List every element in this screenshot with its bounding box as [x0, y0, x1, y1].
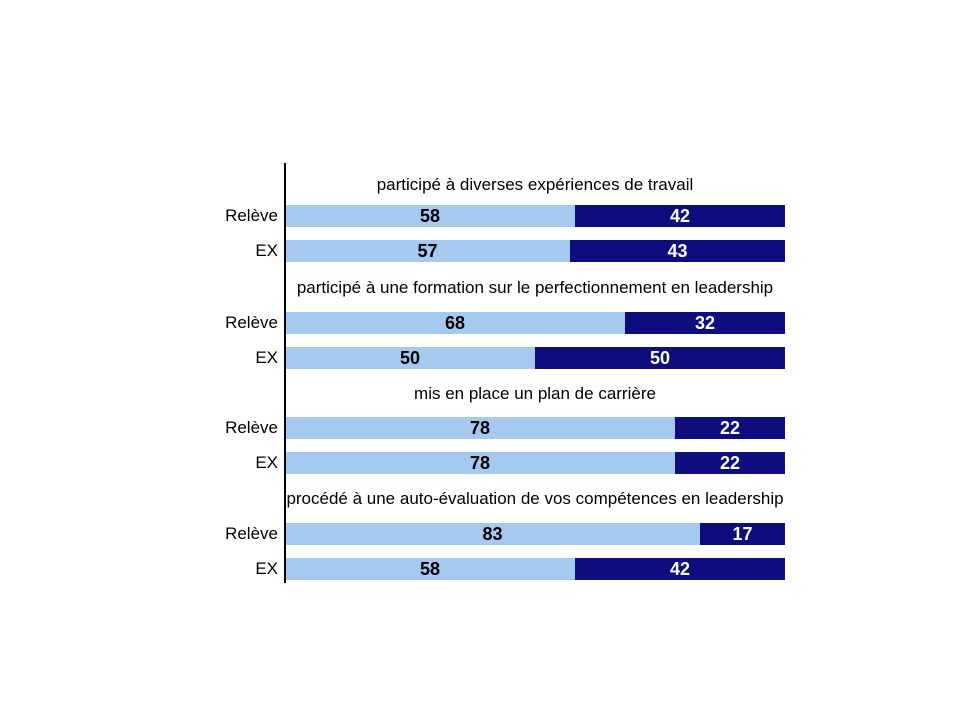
row-label: Relève	[225, 524, 278, 543]
bar-track	[285, 417, 785, 439]
bar-row	[200, 558, 790, 580]
bar-track	[285, 240, 785, 262]
row-label: Relève	[225, 206, 278, 225]
bar-segment-light: 58	[285, 205, 575, 227]
row-label: EX	[255, 348, 278, 367]
bar-segment-dark: 22	[675, 417, 785, 439]
bar-row	[200, 523, 790, 545]
bar-segment-light: 50	[285, 347, 535, 369]
bar-row	[200, 205, 790, 227]
bar-track	[285, 205, 785, 227]
bar-track	[285, 523, 785, 545]
bar-segment-dark: 17	[700, 523, 785, 545]
bar-segment-light: 58	[285, 558, 575, 580]
bar-segment-dark: 42	[575, 558, 785, 580]
y-axis-line	[284, 163, 286, 583]
bar-segment-dark: 50	[535, 347, 785, 369]
bar-segment-dark: 22	[675, 452, 785, 474]
bar-row	[200, 417, 790, 439]
bar-segment-dark: 43	[570, 240, 785, 262]
row-label: EX	[255, 559, 278, 578]
bar-row	[200, 347, 790, 369]
bar-row	[200, 240, 790, 262]
bar-segment-light: 83	[285, 523, 700, 545]
bar-segment-light: 78	[285, 452, 675, 474]
row-label: EX	[255, 241, 278, 260]
bar-segment-dark: 42	[575, 205, 785, 227]
bar-segment-light: 78	[285, 417, 675, 439]
bar-segment-light: 57	[285, 240, 570, 262]
bar-track	[285, 347, 785, 369]
bar-track	[285, 452, 785, 474]
row-label: Relève	[225, 313, 278, 332]
bar-row	[200, 312, 790, 334]
bar-segment-light: 68	[285, 312, 625, 334]
stacked-bar-chart	[200, 163, 790, 580]
group-title: mis en place un plan de carrière	[414, 383, 656, 403]
row-label: EX	[255, 453, 278, 472]
group-title: participé à une formation sur le perfectionnement en leadership	[296, 277, 774, 297]
bar-track	[285, 558, 785, 580]
bar-track	[285, 312, 785, 334]
bar-row	[200, 452, 790, 474]
group-title: procédé à une auto-évaluation de vos compétences en leadership	[286, 489, 784, 508]
bar-segment-dark: 32	[625, 312, 785, 334]
row-label: Relève	[225, 418, 278, 437]
group-title: participé à diverses expériences de travail	[376, 174, 694, 194]
